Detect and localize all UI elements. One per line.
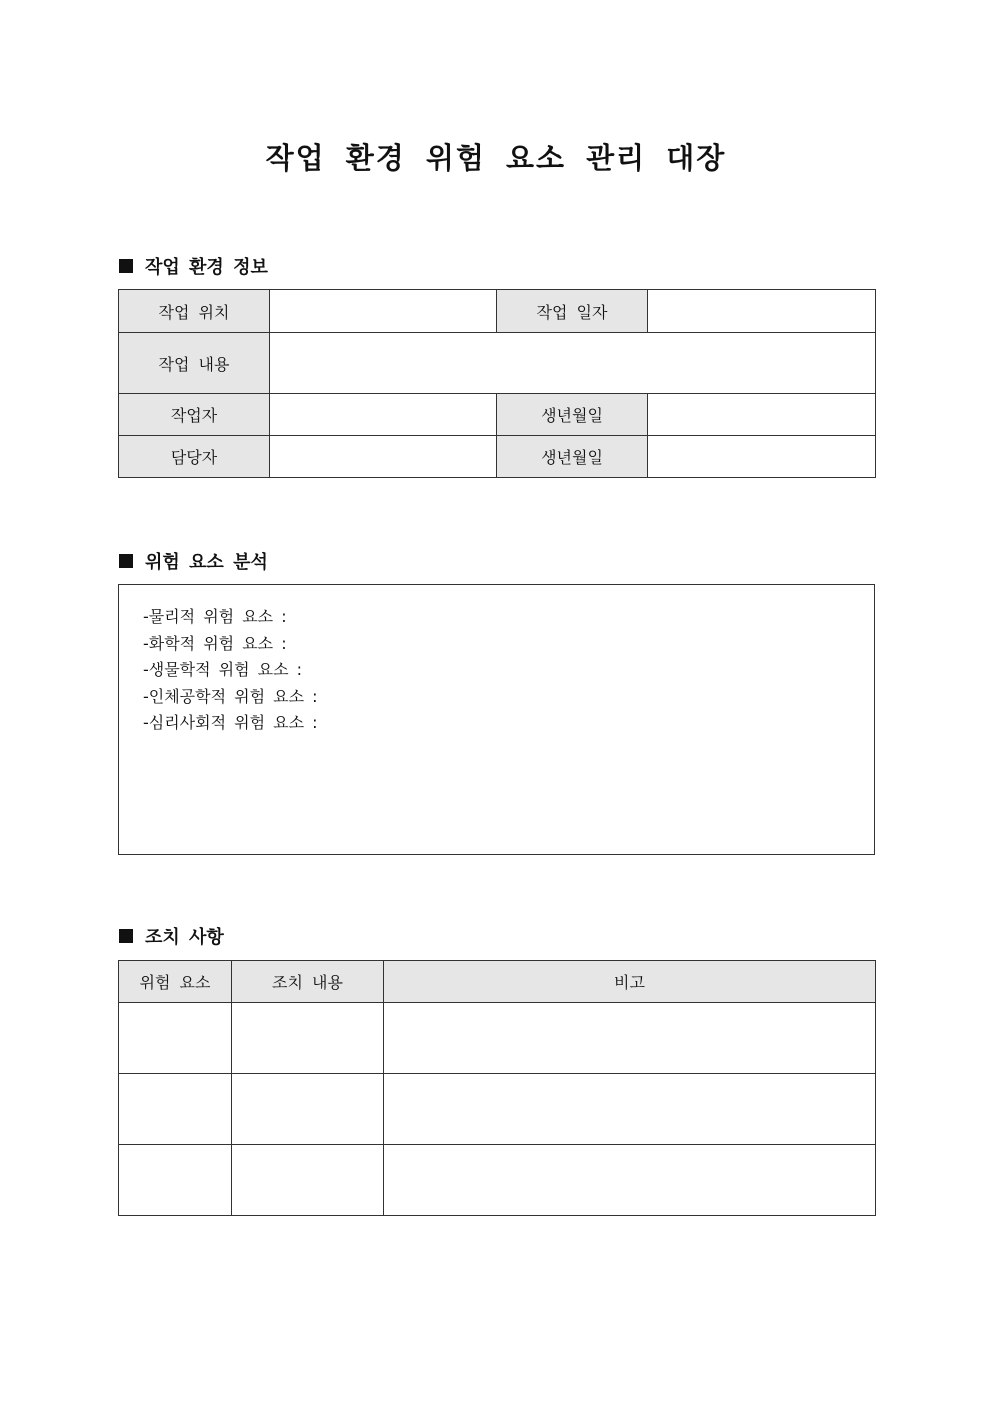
risk-analysis-list [119, 585, 874, 737]
column-header-remarks: 비고 [384, 961, 876, 1003]
risk-cell[interactable] [119, 1074, 232, 1145]
list-item: -심리사회적 위험 요소 : [143, 713, 318, 733]
manager-label: 담당자 [119, 436, 270, 478]
list-item: -물리적 위험 요소 : [143, 607, 287, 626]
work-date-field[interactable] [648, 290, 876, 333]
section-heading-label: 위험 요소 분석 [145, 552, 268, 573]
square-bullet-icon [119, 554, 133, 568]
table-row [119, 1145, 876, 1216]
work-info-table [118, 289, 876, 478]
worker-field[interactable] [270, 394, 497, 436]
section-heading-analysis [119, 548, 268, 574]
list-item: -인체공학적 위험 요소 : [143, 686, 318, 706]
worker-birthdate-field[interactable] [648, 394, 876, 436]
square-bullet-icon [119, 929, 133, 943]
worker-birthdate-label: 생년월일 [497, 394, 648, 436]
worker-label: 작업자 [119, 394, 270, 436]
action-cell[interactable] [232, 1145, 384, 1216]
table-row [119, 1003, 876, 1074]
table-header-row [119, 961, 876, 1003]
manager-birthdate-field[interactable] [648, 436, 876, 478]
action-cell[interactable] [232, 1003, 384, 1074]
list-item: -생물학적 위험 요소 : [143, 660, 303, 680]
work-content-label: 작업 내용 [119, 333, 270, 394]
column-header-action: 조치 내용 [232, 961, 384, 1003]
page-title: 작업 환경 위험 요소 관리 대장 [265, 141, 727, 175]
action-cell[interactable] [232, 1074, 384, 1145]
section-heading-label: 작업 환경 정보 [145, 257, 268, 278]
square-bullet-icon [119, 259, 133, 273]
remarks-cell[interactable] [384, 1003, 876, 1074]
table-row [119, 394, 876, 436]
section-heading-actions [119, 923, 224, 949]
remarks-cell[interactable] [384, 1074, 876, 1145]
section-heading-info [119, 253, 268, 279]
table-row [119, 290, 876, 333]
column-header-risk: 위험 요소 [119, 961, 232, 1003]
actions-table [118, 960, 876, 1216]
section-heading-label: 조치 사항 [145, 927, 224, 948]
risk-analysis-box[interactable] [118, 584, 875, 855]
table-row [119, 1074, 876, 1145]
work-content-field[interactable] [270, 333, 876, 394]
risk-cell[interactable] [119, 1145, 232, 1216]
remarks-cell[interactable] [384, 1145, 876, 1216]
list-item: -화학적 위험 요소 : [143, 633, 287, 653]
work-location-field[interactable] [270, 290, 497, 333]
work-date-label: 작업 일자 [497, 290, 648, 333]
work-location-label: 작업 위치 [119, 290, 270, 333]
table-row [119, 333, 876, 394]
table-row [119, 436, 876, 478]
manager-field[interactable] [270, 436, 497, 478]
risk-cell[interactable] [119, 1003, 232, 1074]
manager-birthdate-label: 생년월일 [497, 436, 648, 478]
